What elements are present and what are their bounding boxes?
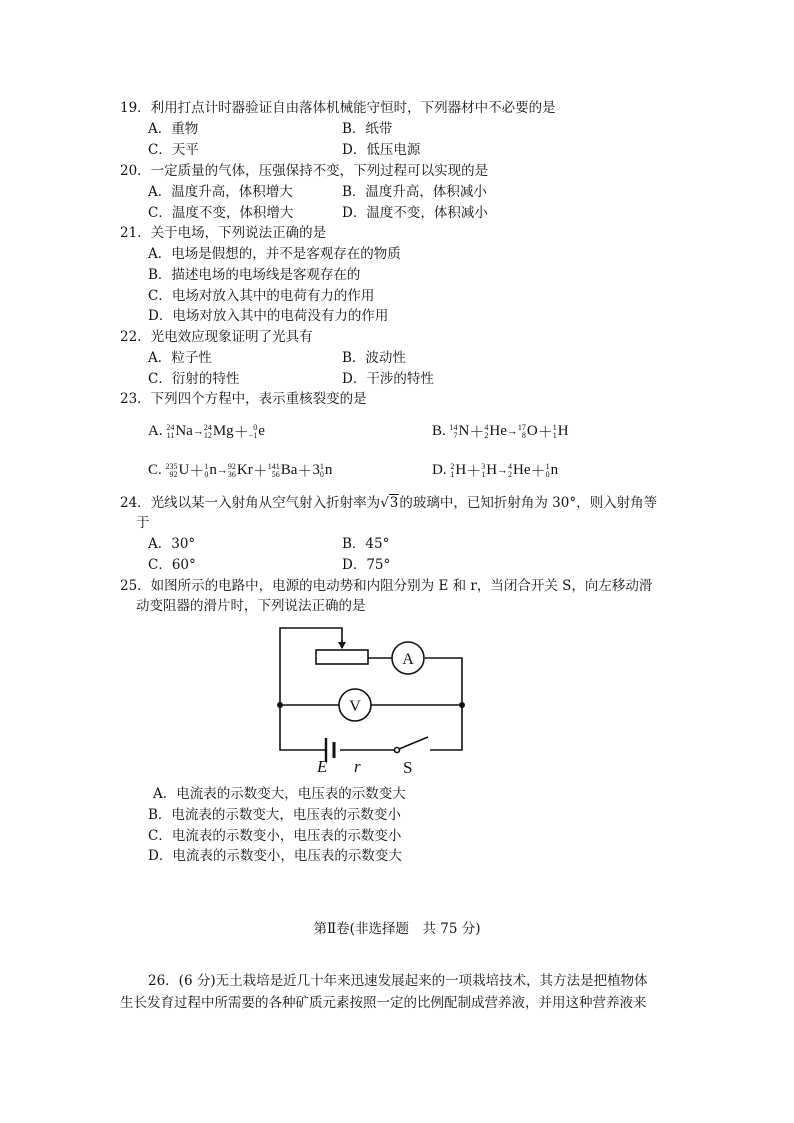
q22-option-a: A．粒子性 bbox=[148, 350, 212, 366]
plus-sign: ＋ bbox=[530, 464, 546, 480]
plus-sign: ＋ bbox=[466, 464, 482, 480]
option-label: C. bbox=[148, 461, 162, 478]
mass-atomic-number: 14 7 bbox=[449, 422, 458, 440]
mass-atomic-number: 1 0 bbox=[204, 461, 209, 479]
plus-sign: ＋ bbox=[469, 425, 485, 441]
wire-top bbox=[280, 628, 342, 705]
voltmeter-label: V bbox=[349, 698, 361, 715]
wire-left bbox=[280, 705, 325, 750]
wire-ammeter-right bbox=[425, 658, 462, 750]
q19-stem: 19．利用打点计时器验证自由落体机械能守恒时，下列器材中不必要的是 bbox=[120, 100, 556, 116]
nuclide-symbol: n bbox=[209, 462, 217, 478]
q24-stem bbox=[120, 494, 657, 512]
option-label: D. bbox=[432, 461, 447, 478]
ammeter-label: A bbox=[402, 651, 414, 668]
q19-option-c: C．天平 bbox=[148, 142, 199, 158]
q25-option-c: C．电流表的示数变小，电压表的示数变小 bbox=[148, 828, 402, 844]
switch-blade bbox=[399, 737, 428, 749]
q21-option-b: B．描述电场的电场线是客观存在的 bbox=[148, 267, 361, 283]
q21-option-c: C．电场对放入其中的电荷有力的作用 bbox=[148, 288, 375, 304]
q23-stem: 23．下列四个方程中，表示重核裂变的是 bbox=[120, 391, 367, 407]
q22-stem: 22．光电效应现象证明了光具有 bbox=[120, 329, 313, 345]
nuclide-symbol: O bbox=[526, 423, 538, 439]
circuit-diagram bbox=[270, 620, 470, 780]
mass-atomic-number: 1 0 bbox=[545, 461, 550, 479]
q22-option-c: C．衍射的特性 bbox=[148, 371, 240, 387]
coefficient: 3 bbox=[312, 462, 320, 478]
nuclide-symbol: He bbox=[489, 423, 507, 439]
q20-option-c: C．温度不变，体积增大 bbox=[148, 205, 294, 221]
mass-atomic-number: 24 12 bbox=[203, 422, 212, 440]
q23-option-c bbox=[148, 460, 332, 481]
nuclide-symbol: Na bbox=[175, 423, 193, 439]
q21-option-a: A．电场是假想的，并不是客观存在的物质 bbox=[148, 246, 401, 262]
nuclide-symbol: n bbox=[550, 462, 559, 478]
nuclide-symbol: Mg bbox=[212, 423, 234, 439]
reaction-arrow: → bbox=[192, 425, 204, 438]
q26-line2: 生长发育过程中所需要的各种矿质元素按照一定的比例配制成营养液，并用这种营养液来 bbox=[120, 995, 647, 1011]
reaction-arrow: → bbox=[506, 425, 518, 438]
nuclide-symbol: He bbox=[513, 462, 531, 478]
nuclide-symbol: U bbox=[178, 462, 190, 478]
q21-stem: 21．关于电场，下列说法正确的是 bbox=[120, 225, 327, 241]
q19-option-d: D．低压电源 bbox=[342, 142, 421, 158]
sqrt-sign: √ bbox=[380, 495, 389, 511]
q22-option-d: D．干涉的特性 bbox=[342, 371, 434, 387]
nuclide-symbol: H bbox=[557, 423, 569, 439]
q24-option-a: A．30° bbox=[148, 536, 196, 552]
plus-sign: ＋ bbox=[252, 464, 268, 480]
nuclide-symbol: Kr bbox=[236, 462, 253, 478]
mass-atomic-number: 235 92 bbox=[165, 461, 178, 479]
q19-option-b: B．纸带 bbox=[342, 121, 393, 137]
q26-line1: 26．(6 分)无土栽培是近几十年来迅速发展起来的一项栽培技术，其方法是把植物体 bbox=[148, 973, 648, 989]
mass-atomic-number: 17 8 bbox=[517, 422, 526, 440]
plus-sign: ＋ bbox=[189, 464, 205, 480]
nuclide-symbol: n bbox=[324, 462, 333, 478]
nuclide-symbol: e bbox=[258, 423, 265, 439]
mass-atomic-number: 141 56 bbox=[267, 461, 280, 479]
switch-label: S bbox=[403, 758, 413, 777]
resistance-label: r bbox=[354, 757, 361, 776]
plus-sign: ＋ bbox=[537, 425, 553, 441]
mass-atomic-number: 4 2 bbox=[484, 422, 489, 440]
q25-option-a: A．电流表的示数变大，电压表的示数变大 bbox=[153, 786, 406, 802]
mass-atomic-number: 3 1 bbox=[481, 461, 486, 479]
plus-sign: ＋ bbox=[297, 464, 313, 480]
q24-stem-pre: 24．光线以某一入射角从空气射入折射率为 bbox=[120, 495, 381, 511]
nuclide-symbol: H bbox=[455, 462, 467, 478]
q23-option-b bbox=[432, 421, 569, 442]
nuclide-symbol: N bbox=[458, 423, 470, 439]
q25-option-b: B．电流表的示数变大，电压表的示数变小 bbox=[148, 807, 401, 823]
q23-option-d bbox=[432, 460, 558, 481]
mass-atomic-number: 1 0 bbox=[319, 461, 324, 479]
q25-option-d: D．电流表的示数变小，电压表的示数变大 bbox=[148, 848, 402, 864]
emf-label: E bbox=[317, 757, 328, 776]
q24-option-c: C．60° bbox=[148, 557, 196, 573]
nuclide-symbol: H bbox=[486, 462, 498, 478]
q20-option-d: D．温度不变，体积减小 bbox=[342, 205, 488, 221]
mass-atomic-number: 92 36 bbox=[227, 461, 236, 479]
option-label: A. bbox=[148, 422, 163, 439]
q23-option-a bbox=[148, 421, 265, 442]
q24-stem-post: 的玻璃中，已知折射角为 30°，则入射角等 bbox=[399, 495, 658, 511]
q21-option-d: D．电场对放入其中的电荷没有力的作用 bbox=[148, 308, 389, 324]
sqrt-expression bbox=[380, 494, 399, 512]
q20-option-b: B．温度升高，体积减小 bbox=[342, 184, 487, 200]
mass-atomic-number: 4 2 bbox=[508, 461, 513, 479]
sqrt-radicand: 3 bbox=[389, 495, 399, 511]
mass-atomic-number: 0 −1 bbox=[248, 422, 258, 440]
q25-stem-line1: 25．如图所示的电路中，电源的电动势和内阻分别为 E 和 r，当闭合开关 S，向左移动滑 bbox=[120, 578, 653, 594]
q20-option-a: A．温度升高，体积增大 bbox=[148, 184, 293, 200]
q25-stem-line2: 动变阻器的滑片时，下列说法正确的是 bbox=[136, 598, 366, 614]
mass-atomic-number: 2 1 bbox=[450, 461, 455, 479]
junction-dot-left bbox=[277, 702, 283, 708]
nuclide-symbol: Ba bbox=[280, 462, 298, 478]
reaction-arrow: → bbox=[497, 464, 509, 477]
q20-stem: 20．一定质量的气体，压强保持不变，下列过程可以实现的是 bbox=[120, 163, 489, 179]
reaction-arrow: → bbox=[216, 464, 228, 477]
rheostat bbox=[316, 650, 368, 664]
mass-atomic-number: 1 1 bbox=[552, 422, 557, 440]
q19-option-a: A．重物 bbox=[148, 121, 199, 137]
plus-sign: ＋ bbox=[233, 425, 249, 441]
q24-option-d: D．75° bbox=[342, 557, 391, 573]
q24-option-b: B．45° bbox=[342, 536, 390, 552]
q22-option-b: B．波动性 bbox=[342, 350, 406, 366]
mass-atomic-number: 24 11 bbox=[166, 422, 175, 440]
option-label: B. bbox=[432, 422, 446, 439]
junction-dot-right bbox=[459, 702, 465, 708]
q24-stem-line2: 于 bbox=[136, 515, 150, 531]
section-2-title: 第Ⅱ卷(非选择题 共 75 分) bbox=[313, 921, 481, 937]
